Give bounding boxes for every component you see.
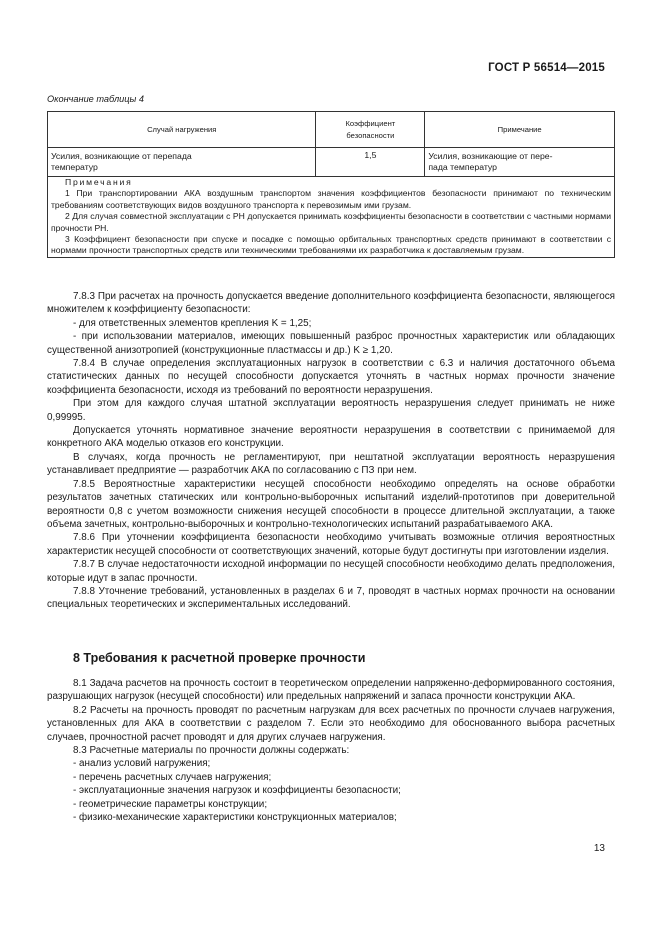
paragraph: При этом для каждого случая штатной эксплуатации вероятность неразрушения следует принимать не ниже 0,99995.: [47, 398, 615, 423]
paragraph: 7.8.4 В случае определения эксплуатационных нагрузок в соответствии с 6.3 и наличия достаточного объема статистических данных по несущей способности допускается уточнять в частных нормах прочности значение коэффициента безопасности, исходя из требований по вероятности неразрушения.: [47, 358, 615, 396]
section-8-text: [47, 677, 615, 824]
list-item: - для ответственных элементов крепления K = 1,25;: [73, 317, 312, 329]
note-item: 1 При транспортировании АКА воздушным транспортом значения коэффициентов безопасности принимают по техническим требованиям соответствующих видов воздушного транспорта к перевозимым ими грузам.: [51, 188, 611, 210]
page-number: 13: [593, 843, 605, 854]
column-header-case: Случай нагружения: [48, 112, 316, 148]
column-header-note: Примечание: [425, 112, 615, 148]
paragraph: 7.8.6 При уточнении коэффициента безопасности необходимо учитывать возможные отличия вероятностных характеристик несущей способности от соответствующих значений, которые будут достигнуты при изготовлении изделия.: [47, 532, 615, 557]
cell-note-line1: Усилия, возникающие от пере-: [428, 150, 553, 161]
list-item: - геометрические параметры конструкции;: [73, 798, 268, 810]
paragraph: В случаях, когда прочность не регламентируют, при нештатной эксплуатации вероятность неразрушения устанавливает предприятие — разработчик АКА по согласованию с ПЗ при нем.: [47, 451, 615, 477]
column-header-coef: [316, 112, 425, 148]
column-header-coef-line1: Коэффициент: [345, 119, 396, 128]
paragraph: 8.3 Расчетные материалы по прочности должны содержать:: [73, 745, 350, 757]
clause-7-8-text: [47, 290, 615, 612]
table-caption: Окончание таблицы 4: [47, 94, 144, 104]
cell-note: [425, 148, 615, 177]
paragraph: Допускается уточнять нормативное значение вероятности неразрушения в соответствии с принимаемой для конкретного АКА моделью отказов его конструкции.: [47, 425, 615, 450]
paragraph: 7.8.5 Вероятностные характеристики несущей способности необходимо определять на основе обработки результатов зачетных статических или контрольно-выборочных испытаний изделий-прототипов при доверительной вероятности 0,8 с учетом возможности снижения несущей способности в процессе длительной эксплуатации, а также объема зачетных, контрольно-выборочных и контрольно-технологических испытаний разрабатываемого АКА.: [47, 478, 615, 530]
list-item: - перечень расчетных случаев нагружения;: [73, 771, 272, 783]
safety-factor-table: [47, 111, 615, 258]
cell-note-line2: пада температур: [428, 162, 498, 172]
table-notes-row: [48, 177, 615, 258]
paragraph: 8.1 Задача расчетов на прочность состоит в теоретическом определении напряженно-деформированного состояния, разрушающих нагрузок (несущей способности) или предельных напряжений и запаса прочности конструкции АКА.: [47, 678, 615, 703]
table-notes: [48, 177, 615, 258]
paragraph: 7.8.7 В случае недостаточности исходной информации по несущей способности необходимо делать предположения, которые идут в запас прочности.: [47, 559, 615, 584]
cell-case-line1: Усилия, возникающие от перепада: [51, 150, 192, 161]
table-header-row: [48, 112, 615, 148]
paragraph: 8.2 Расчеты на прочность проводят по расчетным нагрузкам для всех расчетных по прочности случаев нагружения, установленных для АКА в соответствии с разделом 7. Если это необходимо для обоснованного выбора расчетных случаев, прочностной расчет проводят и для других случаев нагружения.: [47, 704, 615, 743]
cell-case-line2: температур: [51, 162, 98, 172]
column-header-coef-line2: безопасности: [346, 130, 395, 140]
notes-heading: Примечания: [65, 177, 133, 187]
note-item: 2 Для случая совместной эксплуатации с РН допускается принимать коэффициенты безопасности в соответствии с частными нормами прочности РН.: [51, 211, 611, 233]
document-header: ГОСТ Р 56514—2015: [488, 62, 605, 74]
list-item: - анализ условий нагружения;: [73, 758, 211, 770]
paragraph: 7.8.8 Уточнение требований, установленных в разделах 6 и 7, проводят в частных нормах прочности на основании специальных теоретических и экспериментальных исследований.: [47, 585, 615, 611]
section-8-title: 8 Требования к расчетной проверке прочности: [73, 651, 366, 665]
cell-case: [48, 148, 316, 177]
paragraph: 7.8.3 При расчетах на прочность допускается введение дополнительного коэффициента безопасности, являющегося множителем к коэффициенту безопасности:: [47, 291, 615, 316]
note-item: 3 Коэффициент безопасности при спуске и посадке с помощью орбитальных транспортных средств принимают в соответствии с нормами прочности транспортных средств или техническими требованиями их разработчика к доставляемым грузам.: [51, 234, 611, 256]
list-item: - эксплуатационные значения нагрузок и коэффициенты безопасности;: [73, 785, 401, 797]
table-row: [48, 148, 615, 177]
list-item: - физико-механические характеристики конструкционных материалов;: [73, 812, 397, 824]
list-item: - при использовании материалов, имеющих повышенный разброс прочностных характеристик или обладающих существенной анизотропией (конструкционные пластмассы и др.) K ≥ 1,20.: [47, 331, 615, 356]
cell-coef: 1,5: [316, 148, 425, 177]
